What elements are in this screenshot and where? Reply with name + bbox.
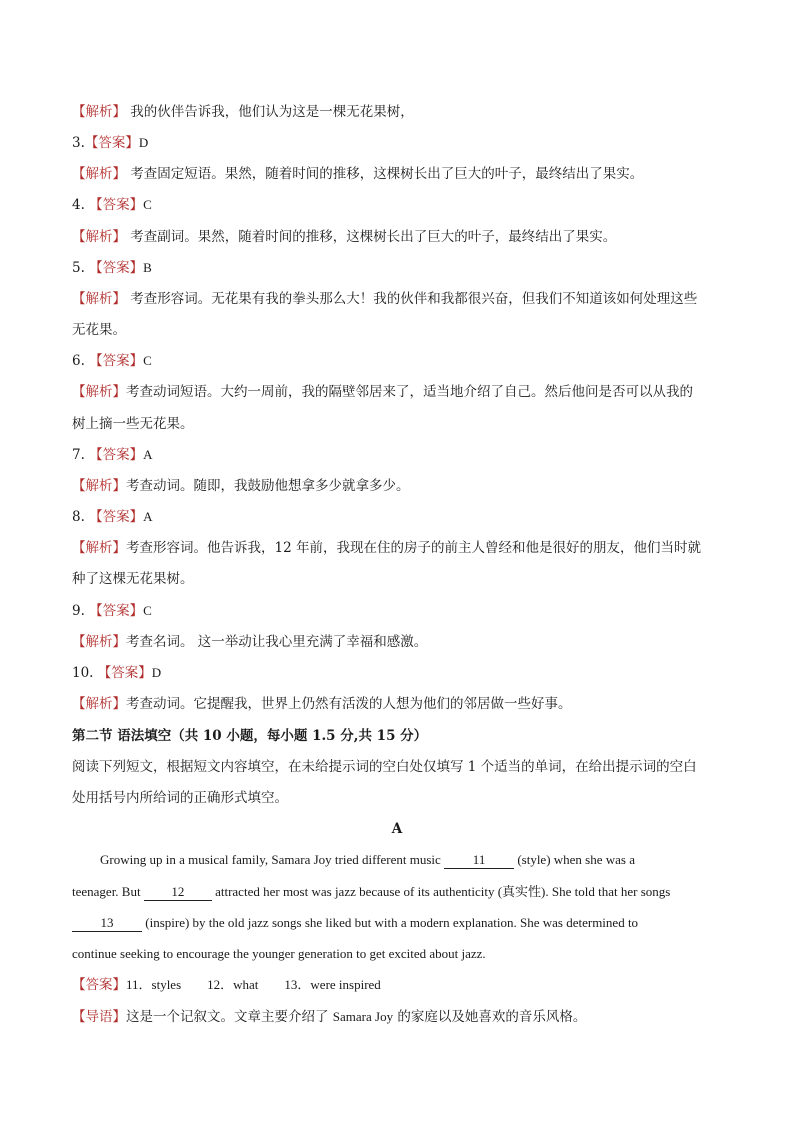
passage-label: A [391, 821, 403, 837]
answer-11: 11．styles [126, 977, 182, 992]
answer-tag: 【答案】 [89, 353, 144, 369]
blank-12: 12 [144, 884, 212, 901]
analysis-text: 无花果。 [72, 322, 126, 338]
answer-13: 13．were inspired [284, 977, 381, 992]
analysis-continuation [72, 414, 194, 434]
guide-tag: 【导语】 [72, 1009, 126, 1025]
answer-line [72, 663, 161, 683]
guide-text: 这是一个记叙文。文章主要介绍了 [126, 1009, 333, 1025]
analysis-line [72, 382, 693, 402]
guide-name: Samara Joy [332, 1009, 394, 1024]
question-number: 8. [72, 509, 90, 525]
analysis-tag: 【解析】 [72, 634, 126, 650]
analysis-line [72, 227, 616, 247]
analysis-line [72, 164, 643, 184]
passage-text: Growing up in a musical family, Samara Joy tried different music [100, 852, 445, 867]
answer-line [72, 195, 152, 215]
analysis-tag: 【解析】 [72, 384, 126, 400]
passage-text: attracted her most was jazz because of its authenticity (真实性). She told that her songs [211, 884, 671, 899]
analysis-tag: 【解析】 [72, 166, 126, 182]
analysis-tag: 【解析】 [72, 540, 126, 556]
question-number: 4. [72, 197, 90, 213]
question-number: 10. [72, 665, 98, 681]
answer-tag: 【答案】 [89, 197, 144, 213]
question-number: 3. [72, 135, 85, 151]
answer-tag: 【答案】 [97, 665, 152, 681]
analysis-tag: 【解析】 [72, 291, 126, 307]
instructions-line: 阅读下列短文，根据短文内容填空，在未给提示词的空白处仅填写 1 个适当的单词，在给出提示词的空白 [72, 759, 697, 775]
passage-line: continue seeking to encourage the younger generation to get excited about jazz. [72, 946, 486, 961]
analysis-text: 考查动词短语。大约一周前，我的隔壁邻居来了，适当地介绍了自己。然后他问是否可以从我的 [126, 384, 693, 400]
passage-text: (style) when she was a [514, 852, 635, 867]
guide-text: 的家庭以及她喜欢的音乐风格。 [393, 1009, 587, 1025]
answer-letter: C [143, 603, 152, 618]
answer-letter: D [151, 665, 162, 680]
analysis-line [72, 289, 697, 309]
question-number: 5. [72, 260, 90, 276]
passage-line [72, 882, 670, 902]
analysis-tag: 【解析】 [72, 696, 126, 712]
analysis-text: 考查名词。 这一举动让我心里充满了幸福和感激。 [126, 634, 428, 650]
answer-letter: C [143, 353, 152, 368]
analysis-text: 考查固定短语。果然，随着时间的推移，这棵树长出了巨大的叶子，最终结出了果实。 [126, 166, 644, 182]
instructions-line: 处用括号内所给词的正确形式填空。 [72, 790, 288, 806]
analysis-text: 我的伙伴告诉我，他们认为这是一棵无花果树， [126, 104, 414, 120]
blank-13: 13 [72, 915, 142, 932]
analysis-continuation [72, 569, 194, 589]
answers-line [72, 975, 381, 995]
analysis-text: 树上摘一些无花果。 [72, 416, 194, 432]
answer-tag: 【答案】 [72, 977, 126, 993]
answer-line [72, 258, 152, 278]
answer-line [72, 507, 153, 527]
analysis-tag: 【解析】 [72, 229, 126, 245]
answer-line [72, 133, 148, 153]
analysis-line [72, 632, 427, 652]
analysis-text: 考查动词。它提醒我，世界上仍然有活泼的人想为他们的邻居做一些好事。 [126, 696, 572, 712]
answer-letter: A [143, 447, 153, 462]
question-number: 6. [72, 353, 90, 369]
analysis-tag: 【解析】 [72, 104, 126, 120]
answer-tag: 【答案】 [84, 135, 139, 151]
answer-letter: A [143, 509, 153, 524]
guide-line [72, 1007, 586, 1027]
answer-letter: B [143, 260, 152, 275]
answer-tag: 【答案】 [89, 447, 144, 463]
answer-line [72, 351, 152, 371]
analysis-line [72, 538, 701, 558]
question-number: 7. [72, 447, 90, 463]
blank-11: 11 [444, 852, 514, 869]
passage-line [72, 913, 638, 933]
analysis-line [72, 694, 572, 714]
passage-line [100, 850, 635, 870]
answer-line [72, 445, 153, 465]
answer-letter: C [143, 197, 152, 212]
analysis-line [72, 476, 410, 496]
answer-tag: 【答案】 [89, 509, 144, 525]
analysis-text: 考查形容词。他告诉我，12 年前，我现在住的房子的前主人曾经和他是很好的朋友，他们当时就 [126, 540, 701, 556]
section-heading: 第二节 语法填空（共 10 小题，每小题 1.5 分,共 15 分） [72, 728, 428, 744]
answer-12: 12．what [207, 977, 259, 992]
answer-line [72, 601, 152, 621]
answer-tag: 【答案】 [89, 603, 144, 619]
answer-tag: 【答案】 [89, 260, 144, 276]
answer-letter: D [138, 135, 149, 150]
passage-text: teenager. But [72, 884, 144, 899]
analysis-continuation [72, 320, 126, 340]
question-number: 9. [72, 603, 90, 619]
analysis-text: 考查形容词。无花果有我的拳头那么大！我的伙伴和我都很兴奋，但我们不知道该如何处理这些 [126, 291, 698, 307]
analysis-text: 考查动词。随即，我鼓励他想拿多少就拿多少。 [126, 478, 410, 494]
analysis-tag: 【解析】 [72, 478, 126, 494]
analysis-text: 种了这棵无花果树。 [72, 571, 194, 587]
analysis-text: 考查副词。果然，随着时间的推移，这棵树长出了巨大的叶子，最终结出了果实。 [126, 229, 617, 245]
passage-text: (inspire) by the old jazz songs she liked but with a modern explanation. She was determined to [142, 915, 639, 930]
analysis-line [72, 102, 414, 122]
